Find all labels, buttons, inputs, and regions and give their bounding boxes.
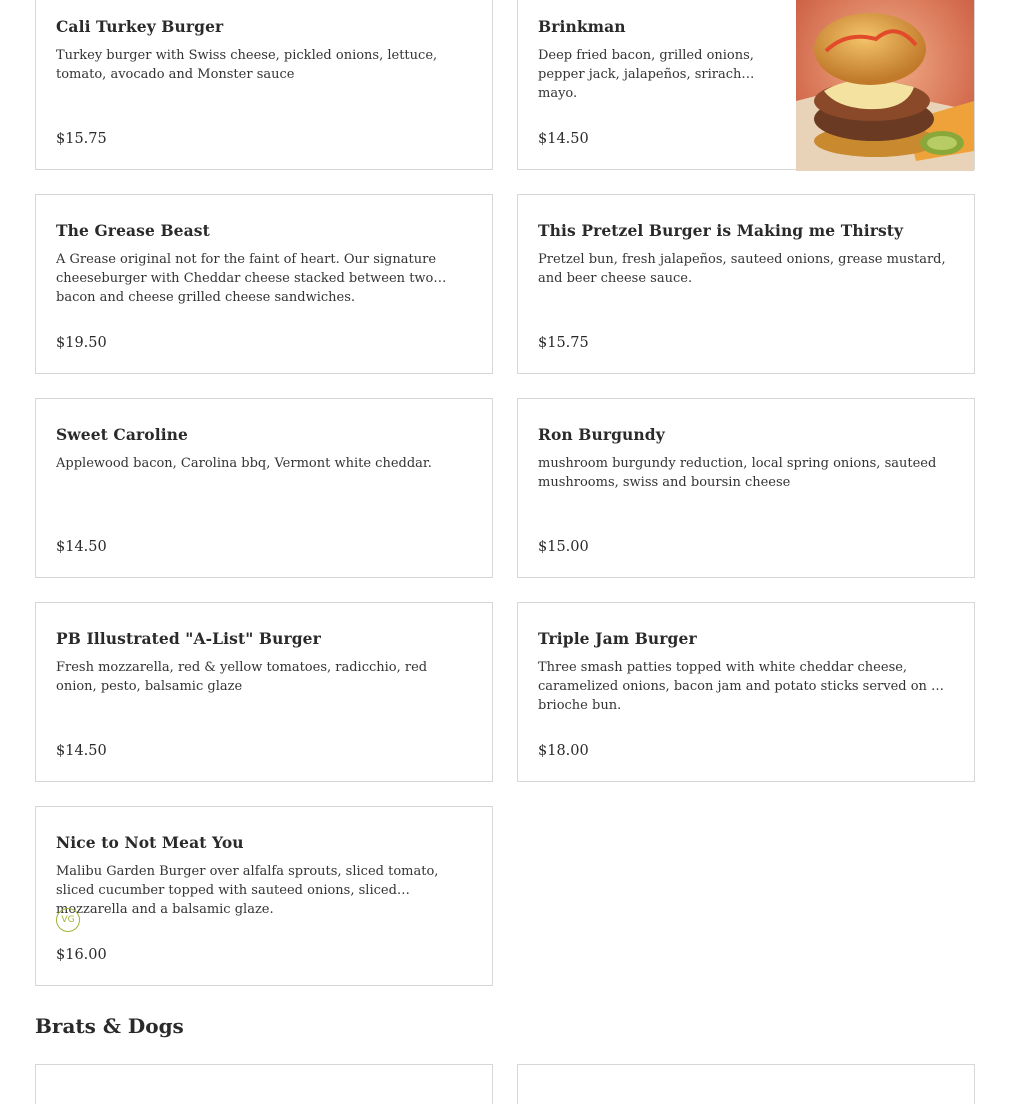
menu-item-description: A Grease original not for the faint of heart. Our signature cheeseburger with Cheddar cheese stacked between two bacon and cheese grilled cheese sandwiches.	[56, 252, 437, 305]
menu-item-name: Nice to Not Meat You	[56, 833, 244, 852]
menu-item-card[interactable]	[35, 0, 493, 170]
menu-item-card[interactable]	[517, 194, 975, 374]
burger-menu-grid	[35, 0, 975, 986]
menu-item-price: $14.50	[56, 743, 107, 759]
menu-item-name: Sweet Caroline	[56, 425, 189, 444]
menu-item-card[interactable]	[35, 194, 493, 374]
menu-item-description: Applewood bacon, Carolina bbq, Vermont white cheddar.	[56, 456, 432, 471]
menu-item-description: Three smash patties topped with white cheddar cheese, caramelized onions, bacon jam and potato sticks served on a brioche bun.	[538, 660, 939, 713]
menu-item-price: $19.50	[56, 335, 107, 351]
menu-item-price: $18.00	[538, 743, 589, 759]
menu-item-description: Deep fried bacon, grilled onions, pepper jack, jalapeños, sriracha mayo.	[538, 48, 754, 101]
vegan-badge-icon: VG	[56, 908, 80, 932]
menu-item-name: This Pretzel Burger is Making me Thirsty	[538, 221, 904, 240]
menu-item-description: mushroom burgundy reduction, local spring onions, sauteed mushrooms, swiss and boursin cheese	[538, 456, 937, 490]
menu-item-name: Brinkman	[538, 17, 626, 36]
menu-item-description: Pretzel bun, fresh jalapeños, sauteed onions, grease mustard, and beer cheese sauce.	[538, 252, 946, 286]
menu-item-card[interactable]	[35, 602, 493, 782]
menu-item-name: The Grease Beast	[56, 221, 210, 240]
menu-item-card[interactable]	[35, 1064, 493, 1104]
menu-item-price: $15.75	[56, 131, 107, 147]
menu-item-description: Fresh mozzarella, red & yellow tomatoes, radicchio, red onion, pesto, balsamic glaze	[56, 660, 428, 694]
burger-photo-image	[796, 0, 974, 171]
menu-item-card[interactable]	[35, 806, 493, 986]
menu-item-price: $15.75	[538, 335, 589, 351]
menu-item-price: $14.50	[56, 539, 107, 555]
menu-item-card[interactable]	[517, 398, 975, 578]
burger-photo	[796, 0, 974, 171]
brats-dogs-grid	[35, 1064, 975, 1104]
menu-item-price: $14.50	[538, 131, 589, 147]
menu-item-name: PB Illustrated "A-List" Burger	[56, 629, 321, 648]
menu-item-card[interactable]	[517, 602, 975, 782]
menu-item-price: $16.00	[56, 947, 107, 963]
menu-item-card[interactable]	[517, 0, 975, 170]
menu-item-card[interactable]	[35, 398, 493, 578]
menu-item-name: Triple Jam Burger	[538, 629, 697, 648]
menu-item-description: Turkey burger with Swiss cheese, pickled onions, lettuce, tomato, avocado and Monster sauce	[56, 48, 438, 82]
menu-item-name: Ron Burgundy	[538, 425, 665, 444]
menu-item-name: Cali Turkey Burger	[56, 17, 224, 36]
menu-item-description: Malibu Garden Burger over alfalfa sprouts, sliced tomato, sliced cucumber topped with sauteed onions, sliced mozzarella and a balsamic glaze.	[56, 864, 439, 917]
menu-item-card[interactable]	[517, 1064, 975, 1104]
section-title: Brats & Dogs	[35, 1014, 184, 1038]
menu-item-price: $15.00	[538, 539, 589, 555]
